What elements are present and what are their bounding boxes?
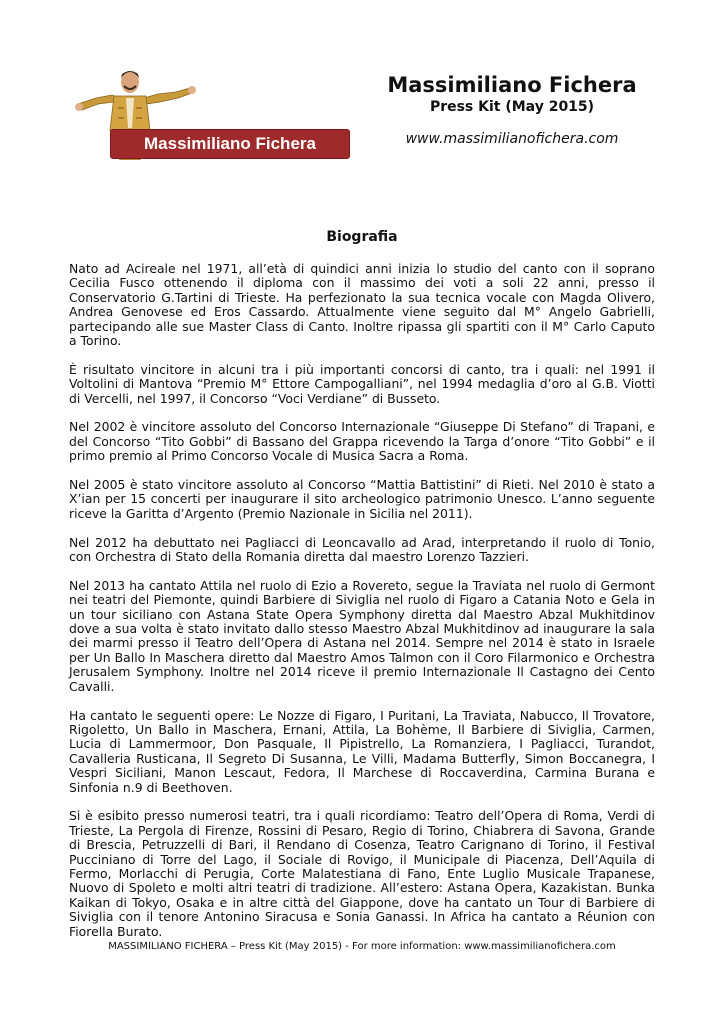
logo <box>74 68 352 160</box>
header <box>370 72 654 148</box>
page-title: Massimiliano Fichera <box>387 73 637 97</box>
logo-banner <box>110 129 350 159</box>
paragraph: Si è esibito presso numerosi teatri, tra i quali ricordiamo: Teatro dell’Opera di Roma, Verdi di Trieste, La Pergola di Firenze, Rossini di Pesaro, Regio di Torino, Chiabrera di Savona, Grande di Brescia, Petruzzelli di Bari, il Rendano di Cosenza, Teatro Carignano di Torino, il Festival Pucciniano di Torre del Lago, il Sociale di Rovigo, il Municipale di Piacenza, Dell’Aquila di Fermo, Morlacchi di Perugia, Corte Malatestiana di Fano, Ente Luglio Musicale Trapanese, Nuovo di Spoleto e molti altri teatri di tradizione. All’estero: Astana Opera, Kazakistan. Bunka Kaikan di Tokyo, Osaka e in altre città del Giappone, dove ha cantato un Tour di Barbiere di Siviglia con il tenore Antonino Siracusa e Sonia Ganassi. In Africa ha cantato a Réunion con Fiorella Burato. <box>69 808 655 939</box>
paragraph: Nel 2002 è vincitore assoluto del Concorso Internazionale “Giuseppe Di Stefano” di Trapani, e del Concorso “Tito Gobbi” di Bassano del Grappa ricevendo la Targa d’onore “Tito Gobbi” e il primo premio al Primo Concorso Vocale di Musica Sacra a Roma. <box>69 419 655 464</box>
biography-body <box>69 262 655 953</box>
paragraph: Nel 2012 ha debuttato nei Pagliacci di Leoncavallo ad Arad, interpretando il ruolo di Tonio, con Orchestra di Stato della Romania diretta dal maestro Lorenzo Tazzieri. <box>69 534 655 565</box>
page-footer: MASSIMILIANO FICHERA – Press Kit (May 2015) - For more information: www.massimilianofichera.com <box>108 941 616 952</box>
paragraph: Nato ad Acireale nel 1971, all’età di quindici anni inizia lo studio del canto con il soprano Cecilia Fusco ottenendo il diploma con il massimo dei voti a soli 22 anni, presso il Conservatorio G.Tartini di Trieste. Ha perfezionato la sua tecnica vocale con Magda Olivero, Andrea Genovese ed Eros Cassardo. Attualmente viene seguito dal M° Angelo Gabrielli, partecipando alle sue Master Class di Canto. Inoltre ripassa gli spartiti con il M° Carlo Caputo a Torino. <box>69 261 655 349</box>
page-subtitle: Press Kit (May 2015) <box>429 99 595 115</box>
logo-text: Massimiliano Fichera <box>144 134 316 153</box>
paragraph: Nel 2005 è stato vincitore assoluto al Concorso “Mattia Battistini” di Rieti. Nel 2010 è stato a X’ian per 15 concerti per inaugurare il sito archeologico patrimonio Unesco. L’anno seguente riceve la Garitta d’Argento (Premio Nazionale in Sicilia nel 2011). <box>69 477 655 521</box>
section-title: Biografia <box>326 229 398 245</box>
website-link[interactable]: www.massimilianofichera.com <box>405 131 619 147</box>
paragraph: Nel 2013 ha cantato Attila nel ruolo di Ezio a Rovereto, segue la Traviata nel ruolo di Germont nei teatri del Piemonte, quindi Barbiere di Siviglia nel ruolo di Figaro a Catania Noto e Gela in un tour siciliano con Astana State Opera Symphony diretta dal Maestro Abzal Mukhitdinov dove a sua volta è stato invitato dallo stesso Maestro Abzal Mukhitdinov ad inaugurare la sala dei marmi presso il Teatro dell’Opera di Astana nel 2014. Sempre nel 2014 è stato in Israele per Un Ballo In Maschera diretto dal Maestro Amos Talmon con il Coro Filarmonico e Orchestra Jerusalem Symphony. Inoltre nel 2014 riceve il premio Internazionale Il Castagno dei Cento Cavalli. <box>69 577 655 694</box>
paragraph: Ha cantato le seguenti opere: Le Nozze di Figaro, I Puritani, La Traviata, Nabucco, Il Trovatore, Rigoletto, Un Ballo in Maschera, Ernani, Attila, La Bohème, Il Barbiere di Siviglia, Carmen, Lucia di Lammermoor, Don Pasquale, Il Pipistrello, La Romanziera, I Pagliacci, Turandot, Cavalleria Rusticana, Il Segreto Di Susanna, Le Villi, Madama Butterfly, Simon Boccanegra, I Vespri Siciliani, Manon Lescaut, Fedora, Il Marchese di Roccaverdina, Carmina Burana e Sinfonia n.9 di Beethoven. <box>69 707 655 795</box>
paragraph: È risultato vincitore in alcuni tra i più importanti concorsi di canto, tra i quali: nel 1991 il Voltolini di Mantova “Premio M° Ettore Campogalliani”, nel 1994 medaglia d’oro al G.B. Viotti di Vercelli, nel 1997, il Concorso “Voci Verdiane” di Busseto. <box>69 361 655 406</box>
